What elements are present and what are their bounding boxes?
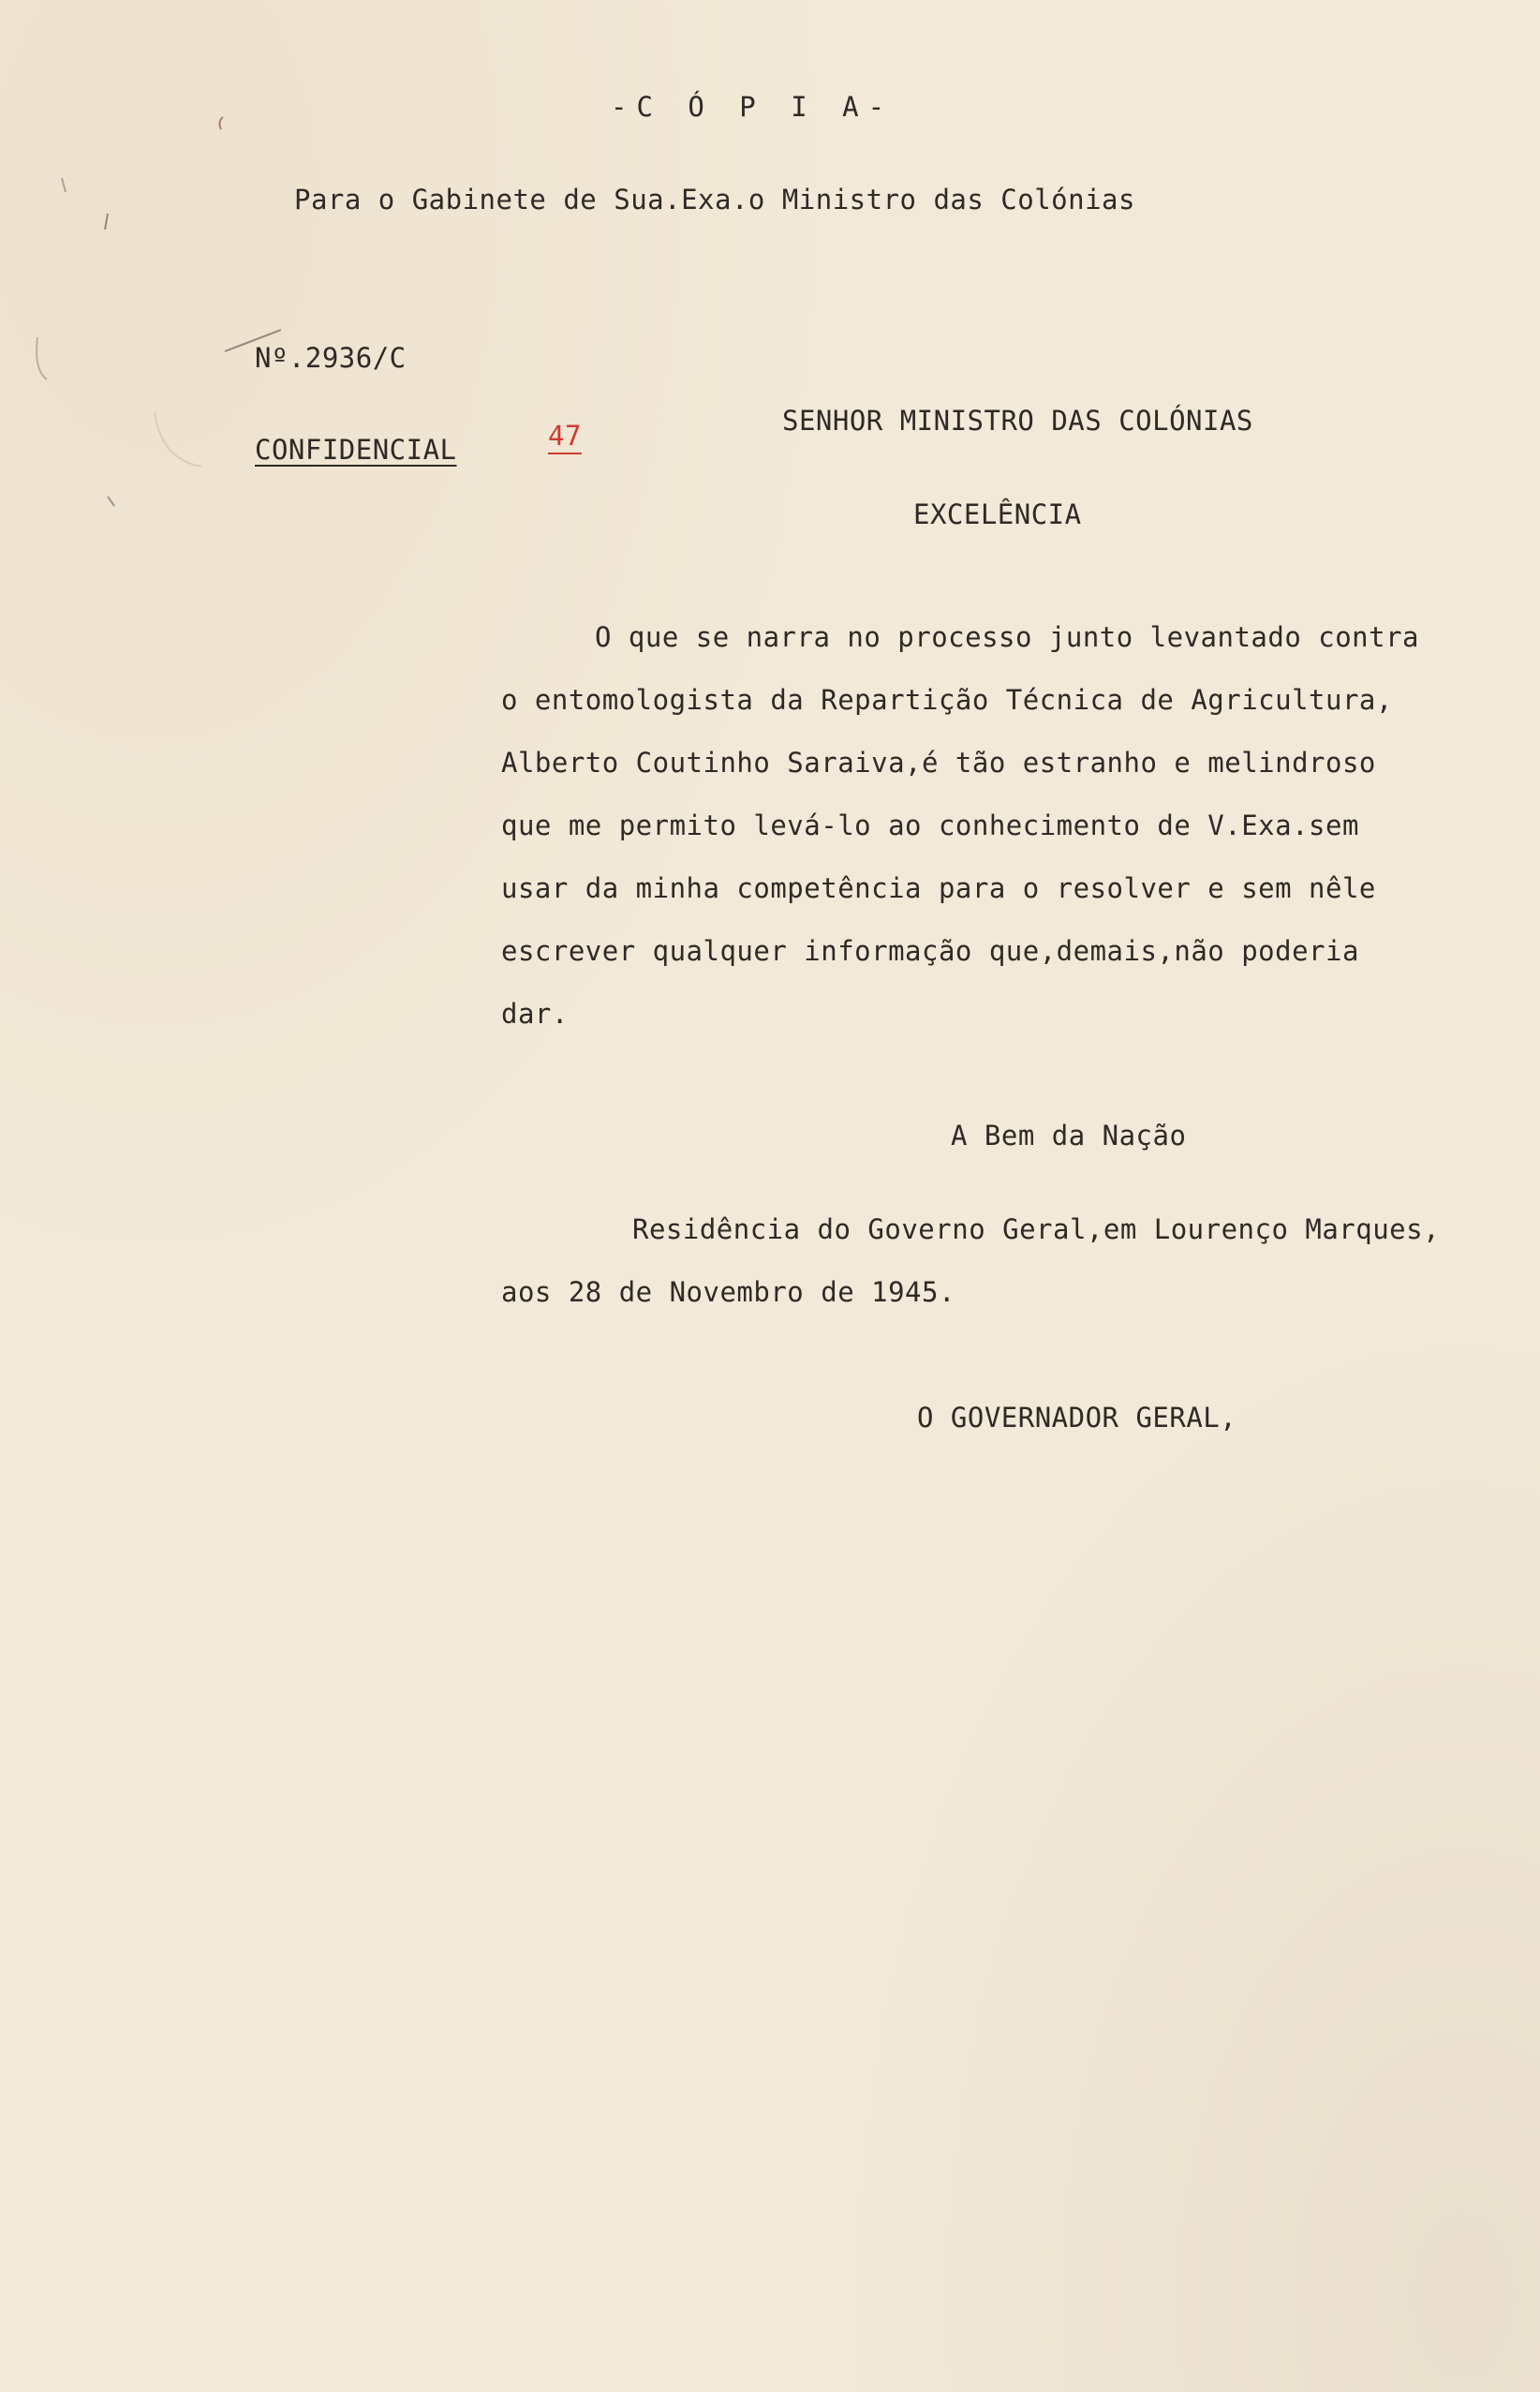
body-line: dar. bbox=[501, 998, 569, 1030]
addressee-line: Para o Gabinete de Sua.Exa.o Ministro das Colónias bbox=[294, 184, 1135, 215]
page-number: 47 bbox=[548, 420, 582, 452]
salutation-line-1: SENHOR MINISTRO DAS COLÓNIAS bbox=[782, 405, 1253, 437]
letter-body bbox=[501, 620, 1532, 1060]
salutation-line-2: EXCELÊNCIA bbox=[913, 498, 1082, 530]
body-line: Alberto Coutinho Saraiva,é tão estranho e melindroso bbox=[501, 747, 1376, 779]
body-line: usar da minha competência para o resolver e sem nêle bbox=[501, 872, 1376, 904]
signatory-title: O GOVERNADOR GERAL, bbox=[917, 1402, 1237, 1434]
reference-number: Nº.2936/C bbox=[255, 342, 407, 374]
body-line: que me permito levá-lo ao conhecimento de V.Exa.sem bbox=[501, 810, 1359, 841]
place-line-1: Residência do Governo Geral,em Lourenço Marques, bbox=[632, 1213, 1441, 1245]
body-line: o entomologista da Repartição Técnica de Agricultura, bbox=[501, 684, 1393, 716]
margin-pencil-marks bbox=[0, 0, 281, 562]
place-line-2: aos 28 de Novembro de 1945. bbox=[501, 1276, 955, 1308]
document-title: -C Ó P I A- bbox=[611, 91, 895, 123]
body-line: escrever qualquer informação que,demais,não poderia bbox=[501, 935, 1359, 967]
classification-label: CONFIDENCIAL bbox=[255, 434, 457, 466]
closing-formula: A Bem da Nação bbox=[951, 1120, 1187, 1151]
body-line: O que se narra no processo junto levantado contra bbox=[595, 621, 1420, 653]
